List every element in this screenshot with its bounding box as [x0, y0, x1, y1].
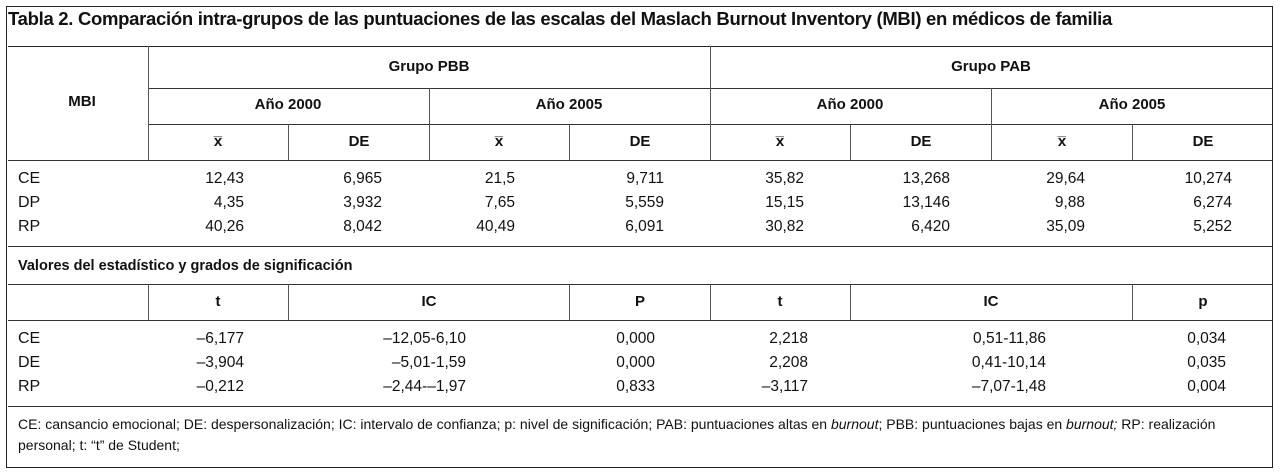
header-mean-2: x̅ [494, 133, 504, 150]
table-cell: 10,274 [1184, 170, 1232, 187]
table-cell: –0,212 [196, 378, 244, 395]
table-cell: 7,65 [484, 194, 515, 211]
header-mean-1: x̅ [213, 133, 223, 150]
table-cell: 2,208 [769, 354, 808, 371]
table-cell: 6,091 [625, 218, 664, 235]
table-cell: 4,35 [213, 194, 244, 211]
row-label: DE [18, 354, 41, 371]
rule-scores-bottom [8, 246, 1273, 247]
header-group-pbb: Grupo PBB [388, 58, 470, 75]
row-label: RP [18, 218, 41, 235]
row-label: CE [18, 170, 41, 187]
table-cell: –7,07-1,48 [971, 378, 1046, 395]
table-cell: 21,5 [484, 170, 515, 187]
row-label: DP [18, 194, 41, 211]
table-cell: –2,44-–1,97 [383, 378, 466, 395]
footnote-burnout: burnout [830, 416, 879, 432]
header-sd-2: DE [629, 133, 651, 150]
header-sd-1: DE [348, 133, 370, 150]
vrule-stats-6 [1132, 284, 1133, 320]
table-cell: 13,146 [902, 194, 950, 211]
table-cell: 6,274 [1193, 194, 1232, 211]
vrule-pbb-years [429, 88, 430, 160]
table-cell: 0,035 [1187, 354, 1226, 371]
table-cell: 0,833 [616, 378, 655, 395]
vrule-stats-3 [569, 284, 570, 320]
header-group-pab: Grupo PAB [951, 58, 1031, 75]
table-title: Tabla 2. Comparación intra-grupos de las puntuaciones de las escalas del Maslach Burnout Inventory (MBI) en médicos de familia [8, 8, 1112, 29]
vrule-stats-1 [148, 284, 149, 320]
rule-stats-header-bottom [8, 320, 1273, 321]
vrule-pbb2005 [569, 124, 570, 160]
table-cell: –3,904 [196, 354, 244, 371]
table-cell: 5,252 [1193, 218, 1232, 235]
footnote-text: ; PBB: puntuaciones bajas en [878, 416, 1067, 432]
vrule-stats-4 [710, 284, 711, 320]
footnote-burnout: burnout; [1066, 416, 1118, 432]
vrule-stats-2 [288, 284, 289, 320]
table-cell: 15,15 [765, 194, 804, 211]
rule-stats-bottom [8, 406, 1273, 407]
table-cell: 9,711 [626, 170, 664, 187]
table-cell: 6,420 [911, 218, 950, 235]
header-pbb-year-2000: Año 2000 [254, 96, 322, 113]
row-label: RP [18, 378, 41, 395]
vrule-pbb2000 [288, 124, 289, 160]
header-sd-3: DE [910, 133, 932, 150]
table-cell: –3,117 [761, 378, 808, 395]
header-mean-3: x̅ [775, 133, 785, 150]
table-cell: 35,82 [765, 170, 804, 187]
stats-header: p [1198, 293, 1208, 310]
table-cell: 12,43 [205, 170, 244, 187]
vrule-mbi [148, 46, 149, 160]
stats-header: IC [983, 293, 999, 310]
table-cell: 40,49 [476, 218, 515, 235]
stats-header: t [777, 293, 783, 310]
header-pab-year-2000: Año 2000 [816, 96, 884, 113]
header-sd-4: DE [1192, 133, 1214, 150]
table-cell: 0,41-10,14 [971, 354, 1046, 371]
vrule-groups [710, 46, 711, 160]
rule-stats-top [8, 284, 1273, 285]
vrule-pab2000 [850, 124, 851, 160]
header-pab-year-2005: Año 2005 [1098, 96, 1166, 113]
table-cell: 29,64 [1046, 170, 1085, 187]
table-cell: 0,000 [616, 330, 655, 347]
header-pbb-year-2005: Año 2005 [535, 96, 603, 113]
table-cell: 5,559 [625, 194, 664, 211]
table-cell: 2,218 [769, 330, 808, 347]
stats-header: t [215, 293, 221, 310]
stats-header: P [634, 293, 646, 310]
vrule-pab2005 [1132, 124, 1133, 160]
table-frame [6, 6, 1273, 468]
table-cell: 8,042 [343, 218, 382, 235]
stats-header: IC [421, 293, 437, 310]
table-cell: 40,26 [205, 218, 244, 235]
stats-section-title: Valores del estadístico y grados de significación [18, 258, 353, 274]
table-cell: –5,01-1,59 [391, 354, 466, 371]
table-cell: 0,51-11,86 [973, 330, 1046, 347]
table-cell: 30,82 [765, 218, 804, 235]
row-label: CE [18, 330, 41, 347]
footnote-text: RP: realización personal; t: “t” de Student; [18, 416, 1216, 453]
table-cell: 35,09 [1046, 218, 1085, 235]
table-footnote [18, 414, 1268, 456]
table-cell: 0,004 [1187, 378, 1226, 395]
vrule-pab-years [991, 88, 992, 160]
rule-top [8, 46, 1273, 47]
rule-header-bottom [8, 160, 1273, 161]
header-mean-4: x̅ [1057, 133, 1067, 150]
vrule-stats-5 [850, 284, 851, 320]
header-mbi: MBI [68, 93, 96, 110]
footnote-text: CE: cansancio emocional; DE: despersonalización; IC: intervalo de confianza; p: nivel de significación; PAB: puntuaciones altas en [18, 416, 831, 432]
table-cell: –6,177 [196, 330, 244, 347]
table-cell: 0,000 [616, 354, 655, 371]
table-cell: 9,88 [1054, 194, 1085, 211]
table-cell: 0,034 [1187, 330, 1226, 347]
table-cell: –12,05-6,10 [383, 330, 466, 347]
table-cell: 13,268 [902, 170, 950, 187]
table-cell: 3,932 [343, 194, 382, 211]
table-cell: 6,965 [343, 170, 382, 187]
